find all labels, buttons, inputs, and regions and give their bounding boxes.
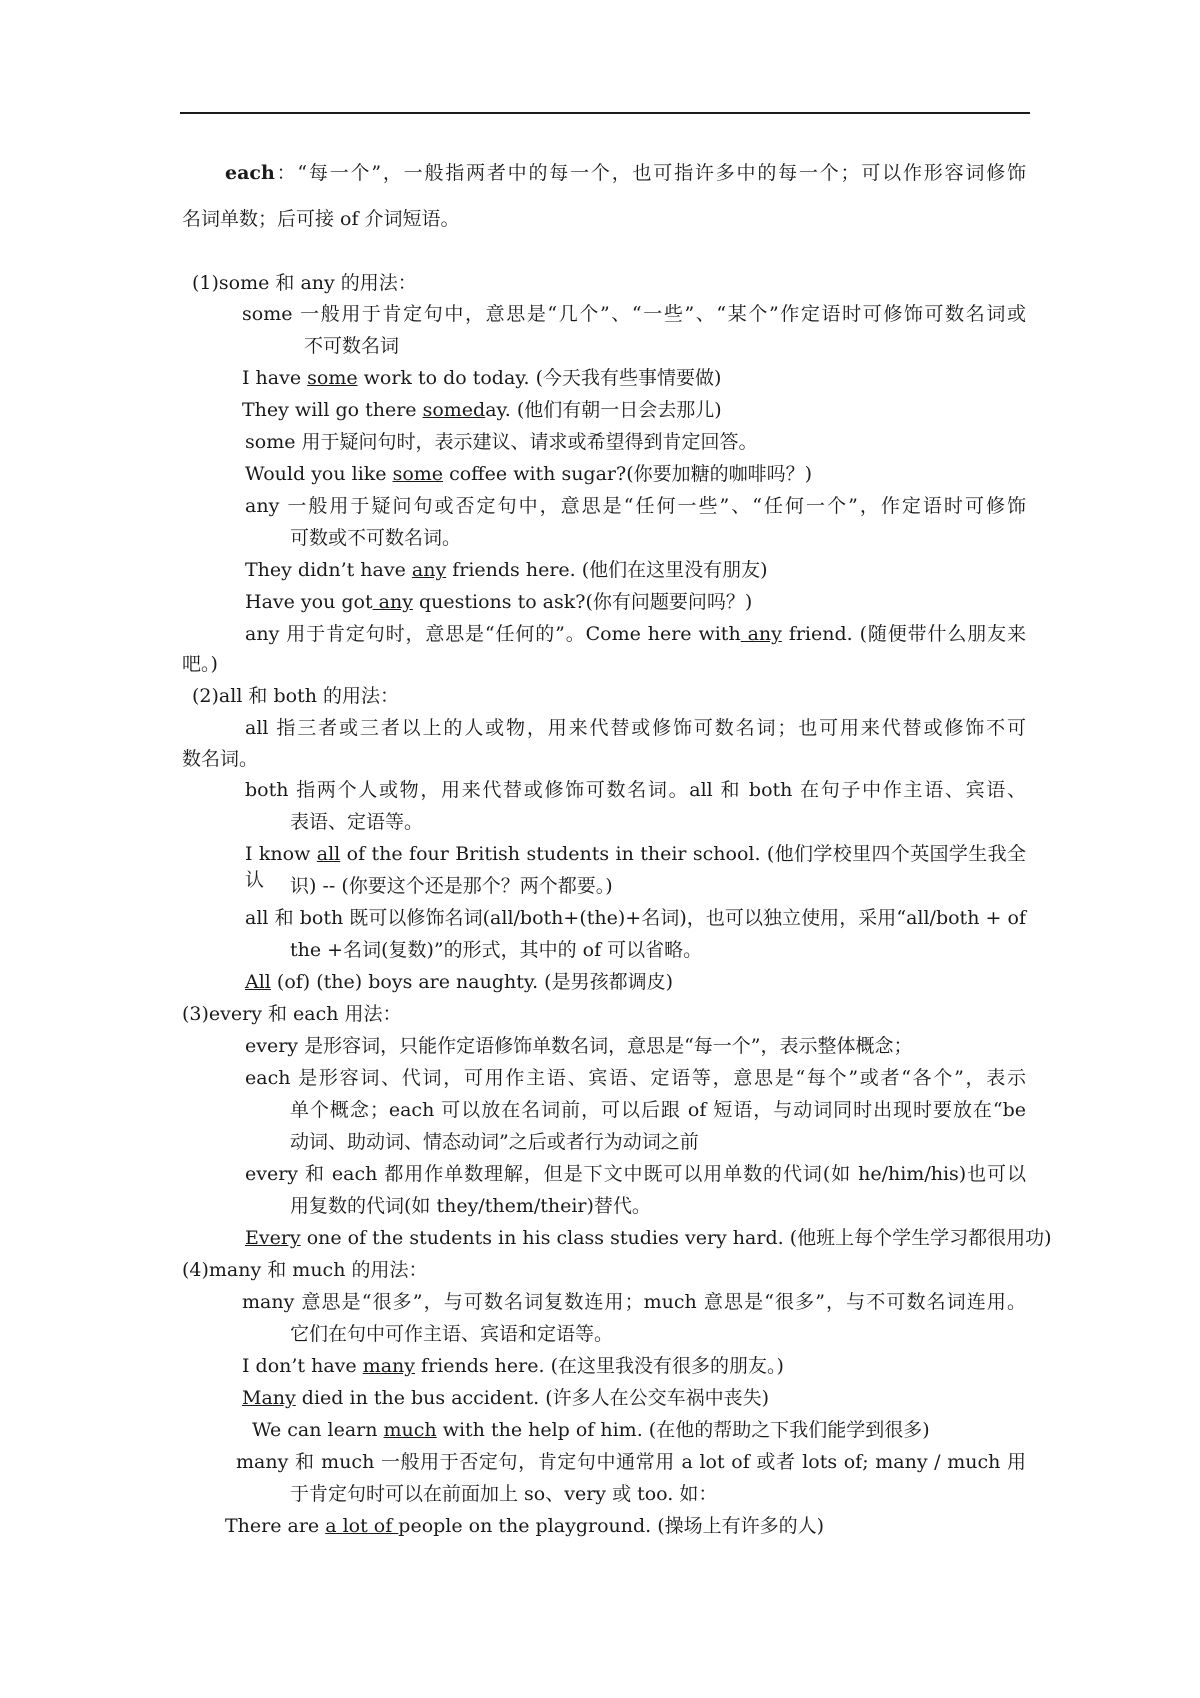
s1-example-2: They will go there someday. (他们有朝一日会去那儿) (242, 399, 722, 421)
s3-line-4: 动词、助动词、情态动词”之后或者行为动词之前 (290, 1131, 699, 1153)
s4-line-4: 于肯定句时可以在前面加上 so、very 或 too. 如： (290, 1483, 718, 1505)
s1-line-7: 吧。) (182, 653, 218, 675)
s4-example-4: There are a lot of people on the playground. (操场上有许多的人) (225, 1515, 825, 1537)
s4-line-3: many 和 much 一般用于否定句，肯定句中通常用 a lot of 或者 lots of; many / much 用 (236, 1451, 1026, 1473)
s1-example-5: Have you got any questions to ask?(你有问题要问吗？) (245, 591, 753, 613)
s2-line-5: all 和 both 既可以修饰名词(all/both+(the)+名词)，也可以独立使用，采用“all/both + of (245, 907, 1026, 929)
s4-line-1: many 意思是“很多”，与可数名词复数连用；much 意思是“很多”，与不可数名词连用。 (242, 1291, 1026, 1313)
s1-line-6: any 用于肯定句时，意思是“任何的”。Come here with any friend. (随便带什么朋友来 (245, 623, 1026, 645)
s1-line-3: some 用于疑问句时，表示建议、请求或希望得到肯定回答。 (245, 431, 758, 453)
section-2-heading: (2)all 和 both 的用法： (192, 685, 399, 707)
s2-example-1-cont: 识) -- (你要这个还是那个？两个都要。) (290, 875, 613, 897)
s1-example-3: Would you like some coffee with sugar?(你要加糖的咖啡吗？) (245, 463, 813, 485)
header-rule (180, 112, 1030, 114)
each-term: each (225, 162, 275, 184)
s1-example-1: I have some work to do today. (今天我有些事情要做) (242, 367, 722, 389)
s3-example-1: Every one of the students in his class studies very hard. (他班上每个学生学习都很用功) (245, 1227, 1052, 1249)
s2-line-1: all 指三者或三者以上的人或物，用来代替或修饰可数名词；也可用来代替或修饰不可 (245, 717, 1026, 739)
s2-line-4: 表语、定语等。 (290, 811, 424, 833)
s3-line-3: 单个概念；each 可以放在名词前，可以后跟 of 短语，与动词同时出现时要放在“be (290, 1099, 1026, 1121)
s1-line-1: some 一般用于肯定句中，意思是“几个”、“一些”、“某个”作定语时可修饰可数名词或 (242, 303, 1026, 325)
section-4-heading: (4)many 和 much 的用法： (182, 1259, 428, 1281)
s2-line-6: the +名词(复数)”的形式，其中的 of 可以省略。 (290, 939, 703, 961)
s2-example-1: I know all of the four British students in their school. (他们学校里四个英国学生我全认 (245, 843, 1026, 891)
s3-line-6: 用复数的代词(如 they/them/their)替代。 (290, 1195, 651, 1217)
s2-example-2: All (of) (the) boys are naughty. (是男孩都调皮) (245, 971, 674, 993)
s4-line-2: 它们在句中可作主语、宾语和定语等。 (290, 1323, 614, 1345)
s2-line-2: 数名词。 (182, 748, 259, 770)
intro-line-1: each：“每一个”，一般指两者中的每一个，也可指许多中的每一个；可以作形容词修饰 (225, 162, 1026, 184)
s4-example-1: I don’t have many friends here. (在这里我没有很多的朋友。) (242, 1355, 784, 1377)
section-3-heading: (3)every 和 each 用法： (182, 1003, 402, 1025)
s4-example-3: We can learn much with the help of him. (在他的帮助之下我们能学到很多) (252, 1419, 930, 1441)
s1-line-4: any 一般用于疑问句或否定句中，意思是“任何一些”、“任何一个”，作定语时可修饰 (245, 495, 1026, 517)
section-1-heading: (1)some 和 any 的用法： (192, 272, 417, 294)
s3-line-5: every 和 each 都用作单数理解，但是下文中既可以用单数的代词(如 he/him/his)也可以 (245, 1163, 1026, 1185)
s1-line-2: 不可数名词 (304, 335, 400, 357)
s3-line-1: every 是形容词，只能作定语修饰单数名词，意思是“每一个”，表示整体概念； (245, 1035, 913, 1057)
s1-line-5: 可数或不可数名词。 (290, 527, 462, 549)
s2-line-3: both 指两个人或物，用来代替或修饰可数名词。all 和 both 在句子中作主语、宾语、 (245, 779, 1026, 801)
s4-example-2: Many died in the bus accident. (许多人在公交车祸中丧失) (242, 1387, 770, 1409)
s1-example-4: They didn’t have any friends here. (他们在这里没有朋友) (245, 559, 768, 581)
s3-line-2: each 是形容词、代词，可用作主语、宾语、定语等，意思是“每个”或者“各个”，表示 (245, 1067, 1026, 1089)
intro-line-2: 名词单数；后可接 of 介词短语。 (182, 208, 460, 230)
